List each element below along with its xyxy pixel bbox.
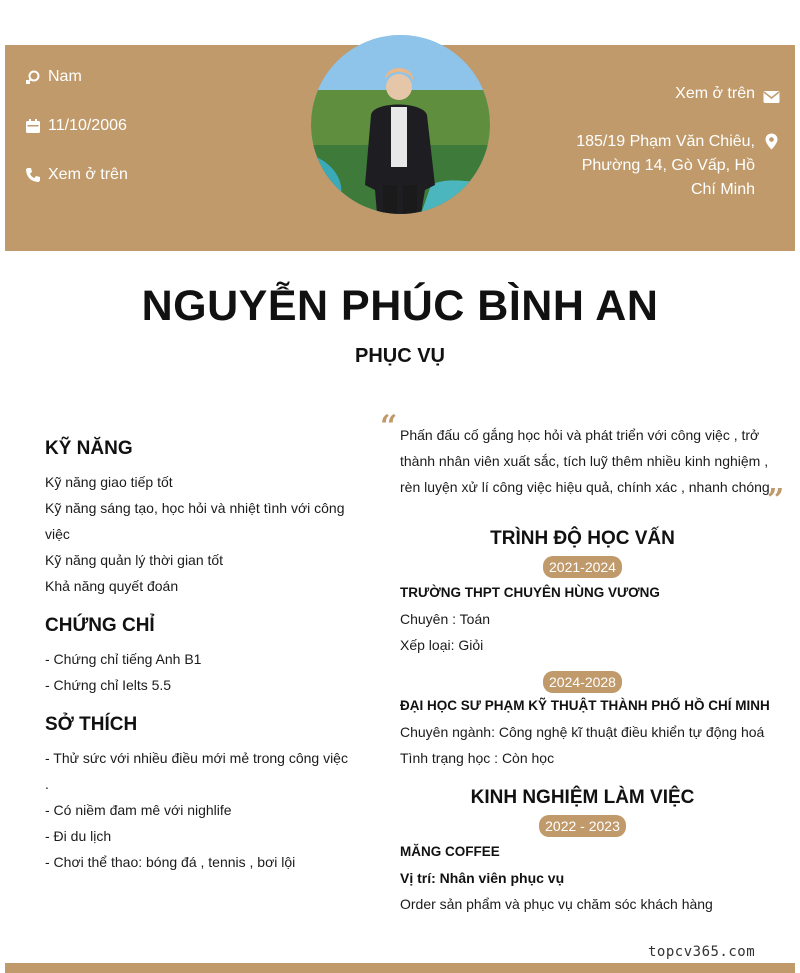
- skill-item: Kỹ năng sáng tạo, học hỏi và nhiệt tình với công việc: [45, 500, 345, 542]
- calendar-icon: [25, 118, 41, 134]
- avatar: [311, 35, 490, 214]
- hobbies-title: SỞ THÍCH: [45, 714, 138, 735]
- certificates-section: [45, 615, 355, 698]
- footer-band: [5, 963, 795, 973]
- hobby-item: - Đi du lịch: [45, 828, 112, 844]
- skills-title: KỸ NĂNG: [45, 438, 133, 459]
- left-column: [45, 438, 355, 875]
- birthday-row: [25, 114, 128, 138]
- certificate-item: - Chứng chỉ tiếng Anh B1: [45, 651, 202, 667]
- experience-company: MĂNG COFFEE: [400, 844, 500, 859]
- career-objective: Phấn đấu cố gắng học hỏi và phát triển với công việc , trở thành nhân viên xuất sắc, tích luỹ thêm nhiều kinh nghiệm , rèn luyện xử lí công việc hiệu quả, chính xác , nhanh chóng: [400, 427, 770, 495]
- education-detail: Tình trạng học : Còn học: [400, 750, 555, 766]
- education-school: TRƯỜNG THPT CHUYÊN HÙNG VƯƠNG: [400, 585, 660, 600]
- job-position: PHỤC VỤ: [354, 345, 445, 367]
- education-detail: Chuyên ngành: Công nghệ kĩ thuật điều khiển tự động hoá: [400, 724, 765, 740]
- skills-section: [45, 438, 355, 599]
- certificate-item: - Chứng chỉ Ielts 5.5: [45, 677, 172, 693]
- education-detail: Xếp loại: Giỏi: [400, 637, 484, 653]
- hobbies-section: [45, 714, 355, 875]
- hobby-item: - Có niềm đam mê với nighlife: [45, 802, 232, 818]
- phone-text: Xem ở trên: [48, 166, 128, 183]
- experience-role: Vị trí: Nhân viên phục vụ: [400, 870, 565, 886]
- envelope-icon: [763, 88, 780, 105]
- education-title: TRÌNH ĐỘ HỌC VẤN: [490, 528, 675, 549]
- quote-open-icon: “: [380, 409, 398, 444]
- hobby-item: - Chơi thể thao: bóng đá , tennis , bơi lội: [45, 854, 296, 870]
- education-school: ĐẠI HỌC SƯ PHẠM KỸ THUẬT THÀNH PHỐ HỒ CHÍ MINH: [400, 698, 770, 713]
- skill-item: Khả năng quyết đoán: [45, 578, 179, 594]
- experience-title: KINH NGHIỆM LÀM VIỆC: [470, 787, 695, 808]
- birthday-text: 11/10/2006: [48, 117, 127, 134]
- email-row: [555, 85, 780, 105]
- certificates-title: CHỨNG CHỈ: [45, 615, 155, 636]
- address-text: 185/19 Phạm Văn Chiêu, Phường 14, Gò Vấp, Hồ Chí Minh: [576, 133, 755, 198]
- avatar-photo: [311, 35, 490, 214]
- skill-item: Kỹ năng quản lý thời gian tốt: [45, 552, 224, 568]
- hobby-item: - Thử sức với nhiều điều mới mẻ trong công việc .: [45, 750, 348, 792]
- email-text: Xem ở trên: [675, 85, 755, 102]
- skill-item: Kỹ năng giao tiếp tốt: [45, 474, 173, 490]
- location-pin-icon: [763, 133, 780, 150]
- gender-text: Nam: [48, 68, 82, 85]
- phone-icon: [25, 167, 41, 183]
- address-row: [555, 130, 780, 202]
- experience-period-badge: 2022 - 2023: [539, 815, 626, 837]
- personal-info-right: [555, 85, 780, 202]
- education-period-badge: 2024-2028: [543, 671, 622, 693]
- personal-info-left: [25, 65, 128, 212]
- education-period-badge: 2021-2024: [543, 556, 622, 578]
- gender-row: [25, 65, 128, 89]
- gender-icon: [25, 69, 41, 85]
- watermark: topcv365.com: [648, 944, 756, 960]
- right-column: [400, 422, 770, 917]
- full-name: NGUYỄN PHÚC BÌNH AN: [141, 282, 659, 330]
- phone-row: [25, 163, 128, 187]
- quote-close-icon: ”: [767, 483, 785, 518]
- experience-description: Order sản phẩm và phục vụ chăm sóc khách hàng: [400, 896, 713, 912]
- education-detail: Chuyên : Toán: [400, 611, 491, 627]
